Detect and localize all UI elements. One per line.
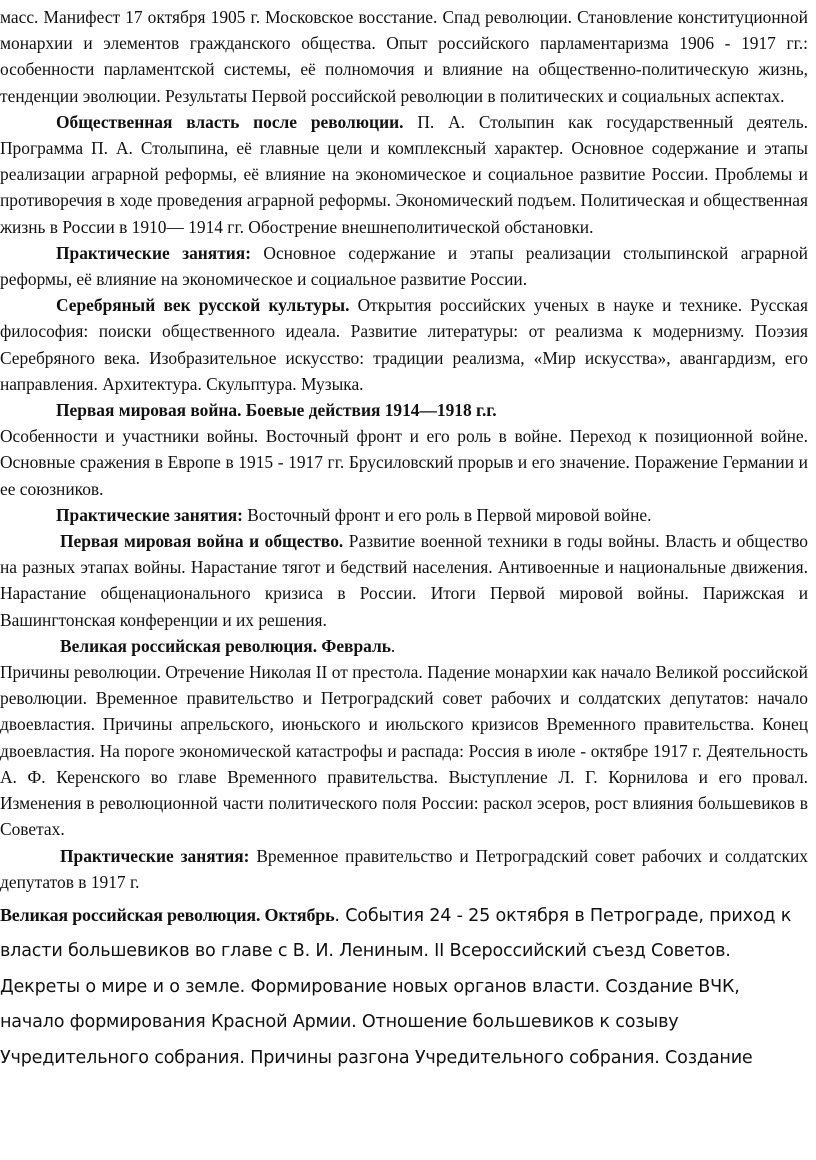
paragraph-text: П. А. Столыпин как государственный деятель. Программа П. А. Столыпина, её главные цели и комплексный характер. Основное содержание и этапы реализации аграрной реформы, её влияние на экономическое и социальное развитие России. Проблемы и противоречия в ходе проведения аграрной реформы. Экономический подъем. Политическая и общественная жизнь в России в 1910— 1914 гг. Обострение внешнеполитической обстановки. <box>0 111 808 237</box>
paragraph-wwi-features <box>0 423 808 502</box>
section-wwi-heading <box>0 397 808 423</box>
section-heading: Практические занятия: <box>56 504 243 525</box>
section-heading: Великая российская революция. Октябрь <box>0 904 335 925</box>
section-february-heading <box>0 633 808 659</box>
section-public-power <box>0 109 808 240</box>
paragraph-february-revolution <box>0 659 808 842</box>
practical-provisional-government <box>0 843 808 895</box>
section-heading: Первая мировая война. Боевые действия 1914—1918 г.г. <box>56 400 497 421</box>
paragraph-revolution-results <box>0 4 808 109</box>
section-heading: Общественная власть после революции. <box>56 111 404 132</box>
section-heading: Практические занятия: <box>60 845 250 866</box>
paragraph-text: . События 24 - 25 октября в Петрограде, приход к власти большевиков во главе с В. И. Лениным. II Всероссийский съезд Советов. Декреты о мире и о земле. Формирование новых органов власти. Создание ВЧК, начало формирования Красной Армии. Отношение большевиков к созыву Учредительного собрания. Причины разгона Учредительного собрания. Создание <box>0 905 792 1068</box>
section-wwi-society <box>0 528 808 633</box>
practical-stolypin-reform <box>0 240 808 292</box>
paragraph-text: Особенности и участники войны. Восточный фронт и его роль в войне. Переход к позиционной войне. Основные сражения в Европе в 1915 - 1917 гг. Брусиловский прорыв и его значение. Поражение Германии и ее союзников. <box>0 426 808 499</box>
paragraph-text: Развитие военной техники в годы войны. Власть и общество на разных этапах войны. Нарастание тягот и бедствий населения. Антивоенные и национальные движения. Нарастание общенационального кризиса в России. Итоги Первой мировой войны. Парижская и Вашингтонская конференции и их решения. <box>0 531 808 630</box>
section-heading: Первая мировая война и общество. <box>60 531 344 552</box>
paragraph-text: Восточный фронт и его роль в Первой мировой войне. <box>242 504 652 525</box>
paragraph-text: Открытия российских ученых в науке и технике. Русская философия: поиски общественного идеала. Развитие литературы: от реализма к модернизму. Поэзия Серебряного века. Изобразительное искусство: традиции реализма, «Мир искусства», авангардизм, его направления. Архитектура. Скульптура. Музыка. <box>0 295 808 394</box>
paragraph-text: Временное правительство и Петроградский совет рабочих и солдатских депутатов в 1917 г. <box>0 845 808 892</box>
practical-eastern-front <box>0 502 808 528</box>
section-silver-age <box>0 292 808 397</box>
paragraph-text: Причины революции. Отречение Николая II от престола. Падение монархии как начало Великой российской революции. Временное правительство и Петроградский совет рабочих и солдатских депутатов: начало двоевластия. Причины апрельского, июньского и июльского кризисов Временного правительства. Конец двоевластия. На пороге экономической катастрофы и распада: Россия в июле - октябре 1917 г. Деятельность А. Ф. Керенского во главе Временного правительства. Выступление Л. Г. Корнилова и его провал. Изменения в революционной части политического поля России: раскол эсеров, рост влияния большевиков в Советах. <box>0 662 808 840</box>
paragraph-text: масс. Манифест 17 октября 1905 г. Московское восстание. Спад революции. Становление конституционной монархии и элементов гражданского общества. Опыт российского парламентаризма 1906 - 1917 гг.: особенности парламентской системы, её полномочия и влияние на общественно-политическую жизнь, тенденции эволюции. Результаты Первой российской революции в политических и социальных аспектах. <box>0 7 808 106</box>
section-heading: Серебряный век русской культуры. <box>56 295 350 316</box>
paragraph-text: Основное содержание и этапы реализации столыпинской аграрной реформы, её влияние на экономическое и социальное развитие России. <box>0 242 808 290</box>
section-heading: Практические занятия: <box>56 242 251 263</box>
section-heading: Великая российская революция. Февраль <box>60 635 391 656</box>
section-october-revolution <box>0 898 808 1077</box>
paragraph-text: . <box>390 635 396 656</box>
